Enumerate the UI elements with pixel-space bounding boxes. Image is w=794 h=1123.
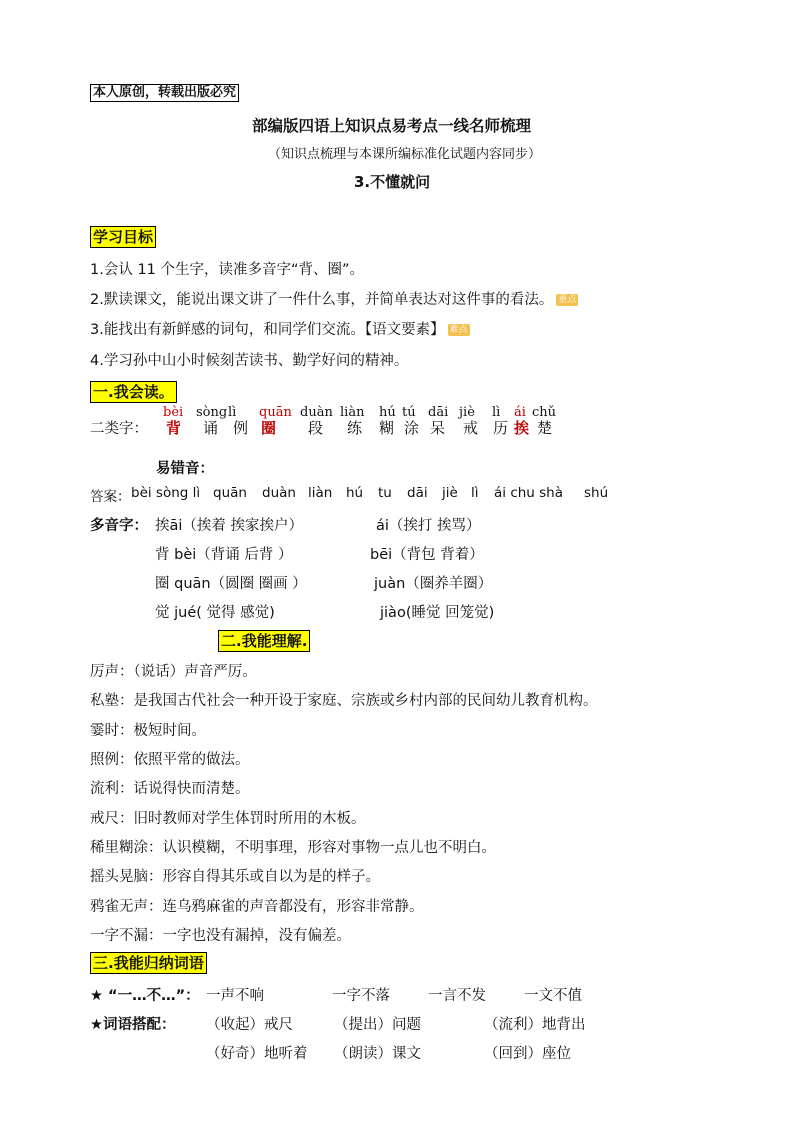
hanzi-char: 圈: [261, 419, 277, 437]
pinyin-syllable: ái: [514, 405, 526, 420]
goal-item-3: [90, 318, 470, 339]
polyphone-right-3: juàn（圈养羊圈）: [374, 576, 493, 592]
hanzi-char: 例: [233, 419, 249, 437]
definition-item: 鸦雀无声：连乌鸦麻雀的声音都没有，形容非常静。: [90, 899, 424, 915]
answer-syllable: quān: [213, 485, 247, 501]
hanzi-char: 挨: [514, 419, 530, 437]
pinyin-syllable: hú: [379, 405, 396, 420]
collocation-item: （回到）座位: [484, 1046, 571, 1062]
answer-syllable: shú: [584, 485, 609, 501]
answer-syllable: liàn: [308, 485, 333, 501]
goal-item-1: 1.会认 11 个生字，读准多音字“背、圈”。: [90, 262, 365, 278]
definition-item: 稀里糊涂：认识模糊，不明事理，形容对事物一点儿也不明白。: [90, 840, 496, 856]
hanzi-char: 背: [166, 419, 182, 437]
answer-syllable: bèi sòng lì: [131, 485, 201, 501]
pinyin-syllable: jiè: [459, 405, 475, 420]
collocation-item: （朗读）课文: [334, 1046, 421, 1062]
polyphone-right-2: bēi（背包 背着）: [370, 547, 484, 563]
polyphone-left-2: 背 bèi（背诵 后背 ）: [155, 547, 293, 563]
hanzi-char: 历: [493, 419, 509, 437]
collocation-item: （提出）问题: [334, 1017, 421, 1033]
definition-item: 照例：依照平常的做法。: [90, 752, 250, 768]
answer-syllable: dāi: [407, 485, 428, 501]
collocation-item: （流利）地背出: [484, 1017, 586, 1033]
pinyin-syllable: bèi: [163, 405, 184, 420]
hanzi-char: 呆: [430, 419, 446, 437]
definition-item: 霎时：极短时间。: [90, 723, 206, 739]
pattern-word: 一言不发: [428, 988, 486, 1004]
pattern-word: 一文不值: [524, 988, 582, 1004]
collocation-label: ★词语搭配：: [90, 1017, 176, 1033]
polyphone-left-1: 挨āi（挨着 挨家挨户）: [155, 518, 304, 534]
hanzi-char: 练: [347, 419, 363, 437]
goal-item-2: [90, 288, 578, 309]
polyphone-label: 多音字：: [90, 518, 148, 534]
pinyin-syllable: dāi: [428, 405, 449, 420]
pinyin-syllable: quān: [259, 405, 292, 420]
second-class-chars-label: 二类字：: [90, 421, 148, 437]
hanzi-char: 戒: [463, 419, 479, 437]
section-heading-words: 三.我能归纳词语: [90, 952, 207, 974]
pattern-word: 一字不落: [332, 988, 390, 1004]
pattern-word: 一声不响: [206, 988, 264, 1004]
hanzi-char: 段: [308, 419, 324, 437]
polyphone-right-1: ái（挨打 挨骂）: [376, 518, 481, 534]
collocation-item: （好奇）地听着: [206, 1046, 308, 1062]
hanzi-char: 糊: [379, 419, 395, 437]
pattern-label: ★ “一…不…”：: [90, 988, 200, 1004]
pinyin-syllable: tú: [402, 405, 416, 420]
pinyin-syllable: duàn: [300, 405, 333, 420]
polyphone-left-3: 圈 quān（圆圈 圈画 ）: [155, 576, 307, 592]
copyright-notice: 本人原创，转载出版必究: [90, 84, 239, 102]
pinyin-syllable: chǔ: [532, 405, 557, 420]
section-heading-understand: 二.我能理解.: [218, 630, 310, 652]
hanzi-char: 诵: [203, 419, 219, 437]
polyphone-right-4: jiào(睡觉 回笼觉): [380, 605, 495, 621]
lesson-title: 3.不懂就问: [354, 173, 431, 191]
definition-item: 流利：话说得快而清楚。: [90, 781, 250, 797]
definition-item: 私塾：是我国古代社会一种开设于家庭、宗族或乡村内部的民间幼儿教育机构。: [90, 693, 598, 709]
answer-syllable: tu: [378, 485, 392, 501]
answer-syllable: duàn: [262, 485, 296, 501]
pinyin-syllable: lì: [228, 405, 237, 420]
answer-syllable: hú: [346, 485, 364, 501]
goal-item-3-text: 3.能找出有新鲜感的词句，和同学们交流。【语文要素】: [90, 322, 445, 338]
easy-wrong-label: 易错音：: [156, 461, 214, 477]
definition-item: 一字不漏：一字也没有漏掉，没有偏差。: [90, 928, 351, 944]
pinyin-syllable: sòng: [196, 405, 228, 420]
difficult-point-badge: 难点: [449, 325, 468, 335]
answer-syllable: ái chu shà: [494, 485, 564, 501]
pinyin-syllable: liàn: [340, 405, 365, 420]
answer-label: 答案：: [90, 489, 131, 505]
document-subtitle: （知识点梳理与本课所编标准化试题内容同步）: [268, 147, 542, 162]
document-title: 部编版四语上知识点易考点一线名师梳理: [252, 117, 532, 135]
goal-item-2-text: 2.默读课文，能说出课文讲了一件什么事，并简单表达对这件事的看法。: [90, 292, 554, 308]
answer-syllable: jiè: [442, 485, 458, 501]
definition-item: 厉声：（说话）声音严厉。: [90, 664, 257, 680]
hanzi-char: 涂: [404, 419, 420, 437]
hanzi-char: 楚: [537, 419, 553, 437]
definition-item: 摇头晃脑：形容自得其乐或自以为是的样子。: [90, 869, 380, 885]
polyphone-left-4: 觉 jué( 觉得 感觉): [155, 605, 275, 621]
goal-item-4: 4.学习孙中山小时候刻苦读书、勤学好问的精神。: [90, 353, 409, 369]
key-point-badge: 重点: [558, 295, 577, 305]
collocation-item: （收起）戒尺: [206, 1017, 293, 1033]
pinyin-syllable: lì: [492, 405, 501, 420]
answer-syllable: lì: [471, 485, 479, 501]
section-heading-goals: 学习目标: [90, 226, 156, 248]
definition-item: 戒尺：旧时教师对学生体罚时所用的木板。: [90, 811, 366, 827]
section-heading-read: 一.我会读。: [90, 381, 177, 403]
